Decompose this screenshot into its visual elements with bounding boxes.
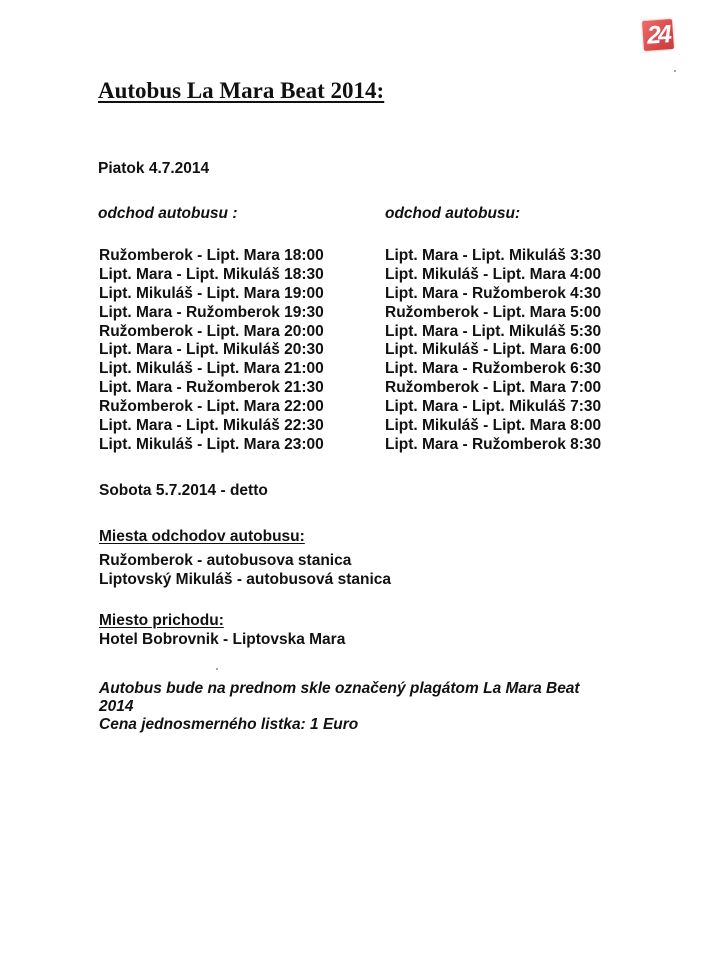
schedule-row: Lipt. Mikuláš - Lipt. Mara 23:00 [99, 435, 324, 453]
right-column-header: odchod autobusu: [385, 205, 521, 222]
site-logo-24: 24 [642, 19, 674, 51]
schedule-row: Lipt. Mara - Ružomberok 6:30 [385, 360, 602, 378]
scan-speck [674, 70, 676, 72]
schedule-row: Ružomberok - Lipt. Mara 20:00 [99, 322, 324, 340]
schedule-row: Lipt. Mara - Lipt. Mikuláš 22:30 [99, 417, 324, 435]
schedule-row: Lipt. Mara - Ružomberok 4:30 [385, 284, 602, 302]
departure-place: Ružomberok - autobusova stanica [99, 552, 352, 569]
departure-places-heading: Miesta odchodov autobusu: [99, 528, 305, 545]
poster-note-year: 2014 [99, 698, 134, 715]
morning-schedule [385, 247, 601, 455]
friday-date: Piatok 4.7.2014 [98, 160, 210, 177]
schedule-row: Lipt. Mara - Ružomberok 8:30 [385, 435, 602, 453]
departure-place: Liptovský Mikuláš - autobusová stanica [99, 571, 391, 588]
schedule-row: Lipt. Mikuláš - Lipt. Mara 8:00 [385, 417, 602, 435]
page-title: Autobus La Mara Beat 2014: [98, 78, 385, 103]
left-column-header: odchod autobusu : [98, 205, 238, 222]
schedule-row: Lipt. Mara - Lipt. Mikuláš 7:30 [385, 398, 602, 416]
ticket-price: Cena jednosmerného listka: 1 Euro [99, 716, 359, 733]
schedule-row: Lipt. Mara - Lipt. Mikuláš 18:30 [99, 265, 324, 283]
schedule-row: Ružomberok - Lipt. Mara 18:00 [99, 247, 324, 264]
scan-speck [216, 668, 218, 670]
schedule-row: Lipt. Mara - Ružomberok 21:30 [99, 379, 324, 397]
arrival-place-value: Hotel Bobrovnik - Liptovska Mara [99, 631, 346, 648]
schedule-row: Ružomberok - Lipt. Mara 7:00 [385, 379, 602, 397]
schedule-row: Lipt. Mikuláš - Lipt. Mara 21:00 [99, 360, 324, 378]
schedule-row: Lipt. Mikuláš - Lipt. Mara 6:00 [385, 341, 602, 359]
schedule-row: Lipt. Mara - Ružomberok 19:30 [99, 303, 324, 321]
schedule-row: Lipt. Mikuláš - Lipt. Mara 19:00 [99, 284, 324, 302]
schedule-row: Ružomberok - Lipt. Mara 5:00 [385, 303, 602, 321]
schedule-row: Ružomberok - Lipt. Mara 22:00 [99, 398, 324, 416]
evening-schedule [99, 247, 324, 455]
schedule-row: Lipt. Mara - Lipt. Mikuláš 20:30 [99, 341, 324, 359]
saturday-note: Sobota 5.7.2014 - detto [99, 482, 268, 499]
poster-note: Autobus bude na prednom skle označený plagátom La Mara Beat [99, 680, 580, 697]
schedule-row: Lipt. Mara - Lipt. Mikuláš 5:30 [385, 322, 602, 340]
schedule-row: Lipt. Mikuláš - Lipt. Mara 4:00 [385, 265, 602, 283]
schedule-row: Lipt. Mara - Lipt. Mikuláš 3:30 [385, 247, 602, 264]
arrival-place-heading: Miesto prichodu: [99, 612, 224, 629]
